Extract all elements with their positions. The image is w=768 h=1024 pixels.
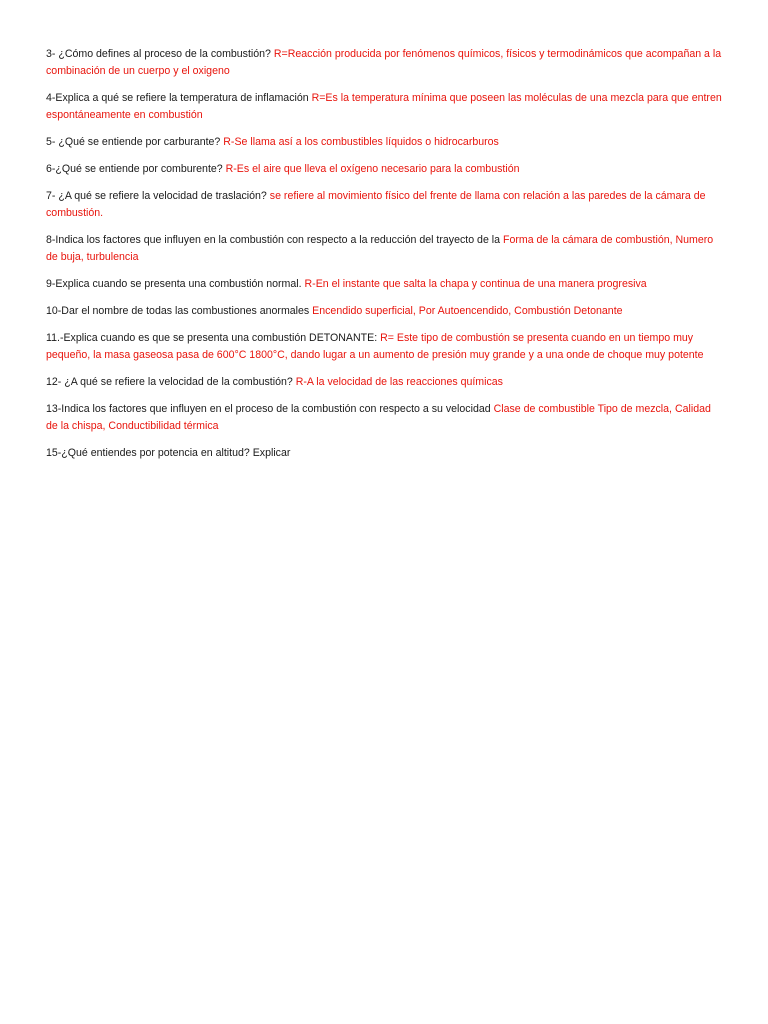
question-text: 6-¿Qué se entiende por comburente? [46,163,223,175]
answer-text: Encendido superficial, Por Autoencendido, Combustión Detonante [312,305,623,317]
qa-item-6 [46,161,722,178]
answer-text: Forma de la cámara de combustión, Numero de buja, turbulencia [46,234,714,263]
qa-item-5 [46,134,722,151]
question-text: 8-Indica los factores que influyen en la combustión con respecto a la reducción del trayecto de la [46,234,501,246]
question-text: 13-Indica los factores que influyen en el proceso de la combustión con respecto a su velocidad [46,403,491,415]
question-text: 5- ¿Qué se entiende por carburante? [46,136,221,148]
answer-text: R-En el instante que salta la chapa y continua de una manera progresiva [304,278,647,290]
answer-text: R-A la velocidad de las reacciones químicas [295,376,503,388]
question-text: 10-Dar el nombre de todas las combustiones anormales [46,305,310,317]
qa-item-4 [46,90,722,124]
qa-item-7 [46,188,722,222]
answer-text: R-Se llama así a los combustibles líquidos o hidrocarburos [223,136,499,148]
answer-text: R= Este tipo de combustión se presenta cuando en un tiempo muy pequeño, la masa gaseosa pasa de 600°C 1800°C, dando lugar a un aumento de presión muy grande y a una onde de choque muy potente [46,332,704,361]
answer-text: se refiere al movimiento físico del frente de llama con relación a las paredes de la cámara de combustión. [46,190,706,219]
qa-item-12 [46,374,722,391]
answer-text: R=Es la temperatura mínima que poseen las moléculas de una mezcla para que entren espontáneamente en combustión [46,92,722,121]
question-text: 3- ¿Cómo defines al proceso de la combustión? [46,48,271,60]
question-text: 7- ¿A qué se refiere la velocidad de traslación? [46,190,267,202]
question-text: 11.-Explica cuando es que se presenta una combustión DETONANTE: [46,332,378,344]
qa-item-3 [46,46,722,80]
answer-text: R-Es el aire que lleva el oxígeno necesario para la combustión [225,163,520,175]
qa-item-9 [46,276,722,293]
qa-item-10 [46,303,722,320]
qa-item-11 [46,330,722,364]
qa-item-13 [46,401,722,435]
answer-text: R=Reacción producida por fenómenos químicos, físicos y termodinámicos que acompañan a la combinación de un cuerpo y el oxigeno [46,48,722,77]
qa-item-8 [46,232,722,266]
question-list [46,46,722,472]
question-text: 12- ¿A qué se refiere la velocidad de la combustión? [46,376,293,388]
question-text: 9-Explica cuando se presenta una combustión normal. [46,278,302,290]
question-text: 4-Explica a qué se refiere la temperatura de inflamación [46,92,309,104]
question-text: 15-¿Qué entiendes por potencia en altitud? Explicar [46,447,291,459]
answer-text: Clase de combustible Tipo de mezcla, Calidad de la chispa, Conductibilidad térmica [46,403,711,432]
qa-item-15 [46,445,722,462]
